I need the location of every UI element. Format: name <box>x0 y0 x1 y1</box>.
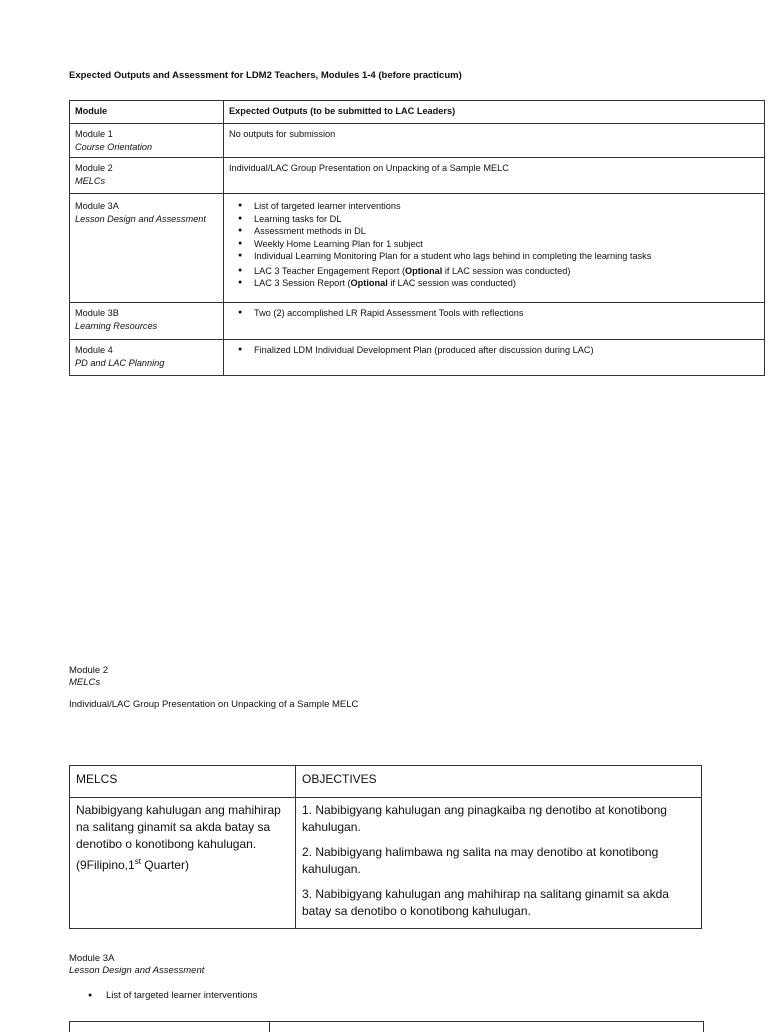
table-row <box>70 798 702 929</box>
module3a-subtitle: Lesson Design and Assessment <box>69 965 205 976</box>
optional-label: Optional <box>350 278 388 288</box>
melc-text: Nabibigyang kahulugan ang mahihirap na salitang ginamit sa akda batay sa denotibo o konotibong kahulugan. (9Filipino,1 <box>76 803 281 872</box>
melcs-column-header: MELCS <box>70 766 296 798</box>
melc-superscript: st <box>134 857 141 866</box>
module-subtitle: MELCs <box>75 175 106 186</box>
outputs-cell: No outputs for submission <box>224 124 765 158</box>
table-header-row <box>70 766 702 798</box>
module-cell <box>70 340 224 376</box>
outputs-cell <box>224 194 765 303</box>
melc-quarter: Quarter) <box>140 858 189 872</box>
objective-item: 2. Nabibigyang halimbawa ng salita na may denotibo at konotibong kahulugan. <box>302 845 659 876</box>
list-item: ● List of targeted learner interventions <box>254 200 759 213</box>
outputs-cell <box>224 303 765 340</box>
module-cell <box>70 303 224 340</box>
module-cell <box>70 158 224 194</box>
module-name: Module 2 <box>75 163 113 173</box>
objectives-cell <box>296 798 702 929</box>
module-name: Module 4 <box>75 345 113 355</box>
list-item: ● Individual Learning Monitoring Plan for a student who lags behind in completing the learning tasks <box>254 250 759 263</box>
bullet-text: List of targeted learner interventions <box>106 990 258 1001</box>
table-row <box>70 124 765 158</box>
module-name: Module 3B <box>75 308 119 318</box>
outputs-column-header: Expected Outputs (to be submitted to LAC Leaders) <box>224 101 765 124</box>
module3a-label: Module 3A <box>69 953 115 964</box>
objectives-column-header: OBJECTIVES <box>296 766 702 798</box>
item-text: LAC 3 Session Report ( <box>254 278 351 288</box>
module-subtitle: PD and LAC Planning <box>75 357 165 368</box>
next-table-top-edge <box>69 1021 704 1032</box>
table-row <box>70 303 765 340</box>
module-subtitle: Course Orientation <box>75 141 153 152</box>
list-item: ● Weekly Home Learning Plan for 1 subject <box>254 238 759 251</box>
melcs-objectives-table <box>69 765 702 929</box>
expected-outputs-table <box>69 100 765 376</box>
list-item <box>254 265 759 278</box>
table-header-row <box>70 101 765 124</box>
list-item: ● Learning tasks for DL <box>254 213 759 226</box>
item-text: LAC 3 Teacher Engagement Report ( <box>254 265 405 276</box>
module-column-header: Module <box>70 101 224 124</box>
module-name: Module 1 <box>75 129 113 139</box>
module2-description: Individual/LAC Group Presentation on Unpacking of a Sample MELC <box>69 699 359 710</box>
outputs-list <box>229 344 759 357</box>
list-item: ● Two (2) accomplished LR Rapid Assessment Tools with reflections <box>254 307 759 320</box>
module2-subtitle: MELCs <box>69 677 101 688</box>
item-text: if LAC session was conducted) <box>442 265 571 276</box>
table-row <box>70 340 765 376</box>
item-text: if LAC session was conducted) <box>387 278 516 288</box>
page-heading: Expected Outputs and Assessment for LDM2 Teachers, Modules 1-4 (before practicum) <box>69 70 462 81</box>
optional-label: Optional <box>405 265 443 276</box>
outputs-cell: Individual/LAC Group Presentation on Unpacking of a Sample MELC <box>224 158 765 194</box>
module-subtitle: Lesson Design and Assessment <box>75 213 206 224</box>
module-name: Module 3A <box>75 201 119 211</box>
list-item: ● Assessment methods in DL <box>254 225 759 238</box>
module-subtitle: Learning Resources <box>75 320 158 331</box>
objective-item: 3. Nabibigyang kahulugan ang mahihirap na salitang ginamit sa akda batay sa denotibo o konotibong kahulugan. <box>302 887 669 918</box>
outputs-list <box>229 307 759 320</box>
module-cell <box>70 124 224 158</box>
list-item <box>254 277 759 290</box>
table-row <box>70 158 765 194</box>
module-cell <box>70 194 224 303</box>
module2-label: Module 2 <box>69 665 109 676</box>
outputs-cell <box>224 340 765 376</box>
melc-cell <box>70 798 296 929</box>
module3a-bullet <box>88 990 258 1002</box>
outputs-list <box>229 200 759 290</box>
table-row <box>70 194 765 303</box>
objective-item: 1. Nabibigyang kahulugan ang pinagkaiba ng denotibo at konotibong kahulugan. <box>302 803 667 834</box>
list-item: ● Finalized LDM Individual Development Plan (produced after discussion during LAC) <box>254 344 759 357</box>
